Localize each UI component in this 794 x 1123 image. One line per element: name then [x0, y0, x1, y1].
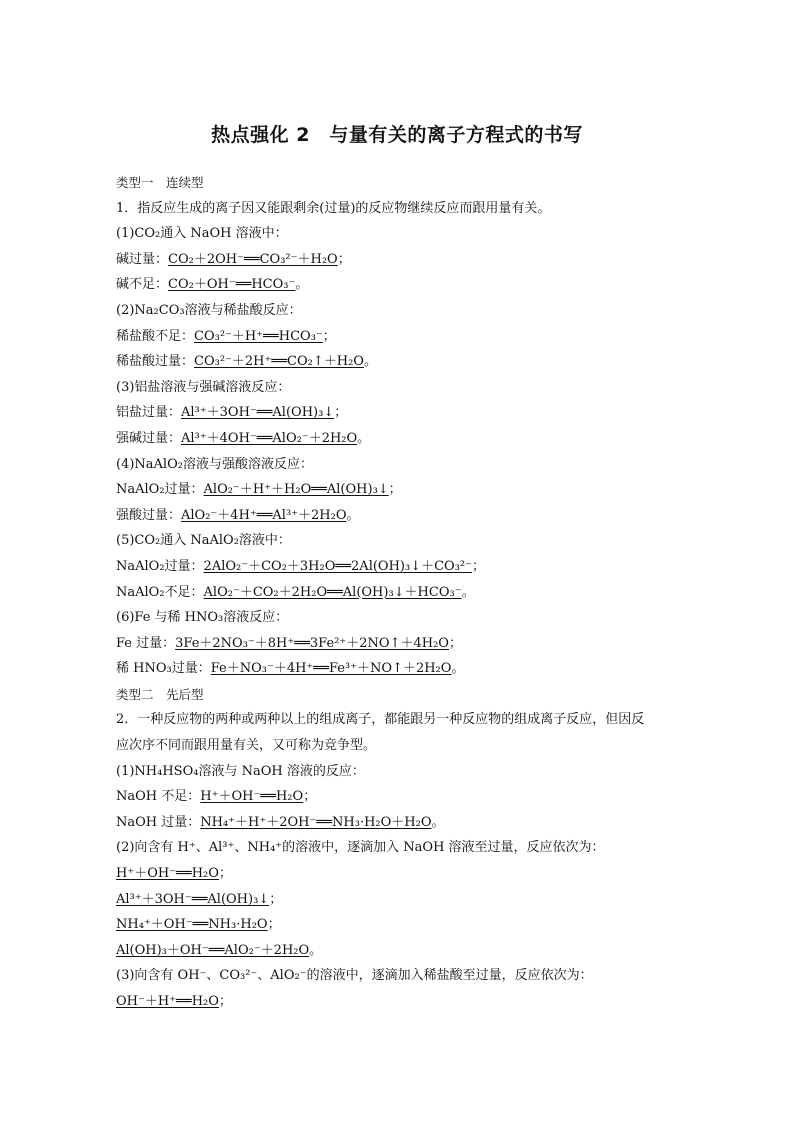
equation-condition: NaAlO₂过量：	[116, 558, 204, 574]
ionic-equation: CO₂＋2OH⁻══CO₃²⁻＋H₂O	[168, 251, 338, 267]
punctuation: 。	[295, 277, 309, 293]
text-line: (4)NaAlO₂溶液与强酸溶液反应：	[116, 456, 313, 472]
punctuation: 。	[461, 584, 475, 600]
equation-condition: Fe 过量：	[116, 635, 176, 651]
equation-line	[116, 887, 686, 913]
equation-condition: 稀盐酸过量：	[116, 354, 195, 370]
punctuation: ；	[303, 789, 317, 805]
ionic-equation: CO₃²⁻＋2H⁺══CO₂↑＋H₂O	[194, 354, 364, 370]
ionic-equation: 3Fe＋2NO₃⁻＋8H⁺══3Fe²⁺＋2NO↑＋4H₂O	[175, 635, 449, 651]
ionic-equation: AlO₂⁻＋CO₂＋2H₂O══Al(OH)₃↓＋HCO₃⁻	[203, 584, 462, 600]
equation-condition: NaAlO₂不足：	[116, 584, 204, 600]
punctuation: 。	[309, 942, 323, 958]
equation-line	[116, 580, 686, 606]
equation-line	[116, 810, 686, 836]
equation-line	[116, 989, 686, 1015]
text-line: 1．指反应生成的离子因又能跟剩余(过量)的反应物继续反应而跟用量有关。	[116, 200, 551, 216]
equation-line	[116, 272, 686, 298]
equation-condition: 稀盐酸不足：	[116, 328, 195, 344]
text-line: (2)向含有 H⁺、Al³⁺、NH₄⁺的溶液中，逐滴加入 NaOH 溶液至过量，反应依次为：	[116, 840, 605, 856]
punctuation: ；	[269, 891, 283, 907]
punctuation: ；	[218, 866, 232, 882]
ionic-equation: NH₄⁺＋OH⁻══NH₃·H₂O	[116, 917, 268, 933]
equation-line	[116, 477, 686, 503]
equation-condition: 强酸过量：	[116, 507, 182, 523]
equation-condition: 铝盐过量：	[116, 405, 182, 421]
section-heading: 类型一 连续型	[116, 175, 204, 190]
text-line: (6)Fe 与稀 HNO₃溶液反应：	[116, 610, 289, 626]
page-title: 热点强化 2 与量有关的离子方程式的书写	[211, 124, 583, 146]
ionic-equation: AlO₂⁻＋H⁺＋H₂O══Al(OH)₃↓	[203, 482, 389, 498]
ionic-equation: Al³⁺＋3OH⁻══Al(OH)₃↓	[116, 891, 270, 907]
equation-line	[116, 426, 686, 452]
text-line: 应次序不同而跟用量有关，又可称为竞争型。	[116, 738, 377, 754]
equation-line	[116, 349, 686, 375]
equation-line	[116, 400, 686, 426]
punctuation: 。	[451, 661, 465, 677]
equation-line	[116, 631, 686, 657]
equation-line	[116, 861, 686, 887]
punctuation: 。	[346, 507, 360, 523]
equation-line	[116, 324, 686, 350]
punctuation: ；	[334, 405, 348, 421]
punctuation: ；	[337, 251, 351, 267]
punctuation: ；	[388, 482, 402, 498]
text-line: (5)CO₂通入 NaAlO₂溶液中：	[116, 533, 291, 549]
punctuation: 。	[357, 430, 371, 446]
ionic-equation: Al³⁺＋3OH⁻══Al(OH)₃↓	[181, 405, 335, 421]
equation-line	[116, 247, 686, 273]
text-line: (1)NH₄HSO₄溶液与 NaOH 溶液的反应：	[116, 763, 365, 779]
ionic-equation: Al³⁺＋4OH⁻══AlO₂⁻＋2H₂O	[181, 430, 358, 446]
equation-condition: 稀 HNO₃过量：	[116, 661, 211, 677]
punctuation: ；	[448, 635, 462, 651]
ionic-equation: CO₂＋OH⁻══HCO₃⁻	[168, 277, 296, 293]
text-line: 2．一种反应物的两种或两种以上的组成离子，都能跟另一种反应物的组成离子反应，但因反	[116, 712, 645, 728]
punctuation: 。	[431, 814, 445, 830]
equation-condition: NaOH 不足：	[116, 789, 201, 805]
punctuation: ；	[322, 328, 336, 344]
ionic-equation: AlO₂⁻＋4H⁺══Al³⁺＋2H₂O	[181, 507, 347, 523]
text-line: (3)铝盐溶液与强碱溶液反应：	[116, 379, 291, 395]
ionic-equation: Al(OH)₃＋OH⁻══AlO₂⁻＋2H₂O	[116, 942, 310, 958]
ionic-equation: H⁺＋OH⁻══H₂O	[200, 789, 304, 805]
ionic-equation: CO₃²⁻＋H⁺══HCO₃⁻	[194, 328, 323, 344]
text-line: (2)Na₂CO₃溶液与稀盐酸反应：	[116, 302, 302, 318]
equation-condition: 强碱过量：	[116, 430, 182, 446]
equation-line	[116, 938, 686, 964]
ionic-equation: OH⁻＋H⁺══H₂O	[116, 994, 219, 1009]
ionic-equation: NH₄⁺＋H⁺＋2OH⁻══NH₃·H₂O＋H₂O	[200, 814, 432, 830]
punctuation: ；	[472, 558, 486, 574]
equation-line	[116, 554, 686, 580]
ionic-equation: 2AlO₂⁻＋CO₂＋3H₂O══2Al(OH)₃↓＋CO₃²⁻	[203, 558, 472, 574]
text-line: (3)向含有 OH⁻、CO₃²⁻、AlO₂⁻的溶液中，逐滴加入稀盐酸至过量，反应依次为：	[116, 968, 593, 984]
section-heading: 类型二 先后型	[116, 686, 204, 702]
equation-condition: NaOH 过量：	[116, 814, 201, 830]
punctuation: 。	[363, 354, 377, 370]
equation-line	[116, 503, 686, 529]
equation-line	[116, 912, 686, 938]
punctuation: ；	[267, 917, 281, 933]
ionic-equation: H⁺＋OH⁻══H₂O	[116, 866, 219, 882]
equation-condition: 碱不足：	[116, 277, 169, 293]
equation-condition: 碱过量：	[116, 251, 169, 267]
content-lines	[116, 170, 686, 1015]
ionic-equation: Fe＋NO₃⁻＋4H⁺══Fe³⁺＋NO↑＋2H₂O	[210, 661, 452, 677]
equation-line	[116, 784, 686, 810]
punctuation: ；	[218, 994, 232, 1009]
equation-condition: NaAlO₂过量：	[116, 482, 204, 498]
equation-line	[116, 656, 686, 682]
text-line: (1)CO₂通入 NaOH 溶液中：	[116, 226, 288, 242]
